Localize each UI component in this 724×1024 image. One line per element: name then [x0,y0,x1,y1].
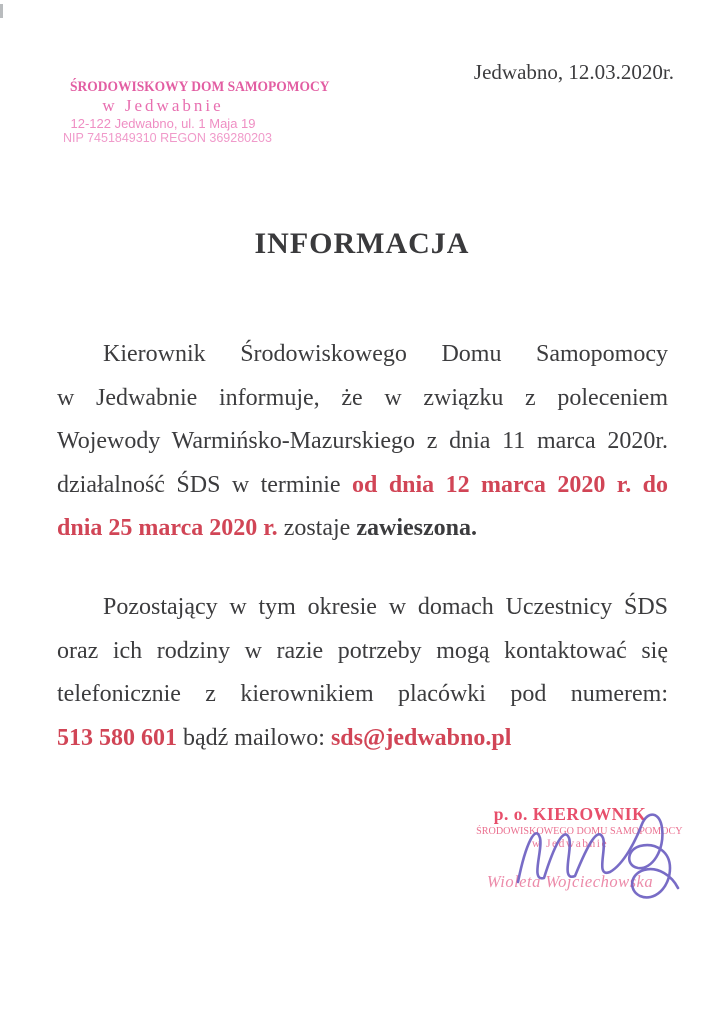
stamp-org-address: 12-122 Jedwabno, ul. 1 Maja 19 [70,115,256,131]
document-date: Jedwabno, 12.03.2020r. [473,60,674,84]
text-segment: zostaje [277,515,357,541]
text-line: Kierownik Środowiskowego Domu Samopomocy [103,341,668,367]
text-line [57,507,668,551]
contact-phone-number: 513 580 601 [57,724,177,751]
scan-edge-artifact [0,4,3,18]
document-title: INFORMACJA [254,227,470,260]
signer-role-stamp: p. o. KIEROWNIK [493,804,647,824]
contact-email: sds@jedwabno.pl [330,724,512,751]
text-line [57,717,668,761]
text-line: telefonicznie z kierownikiem placówki pod numerem: [57,681,668,707]
stamp-org-name: ŚRODOWISKOWY DOM SAMOPOMOCY [70,79,330,95]
text-line: oraz ich rodziny w razie potrzeby mogą kontaktować się [57,637,668,664]
organization-stamp [63,79,330,145]
stamp-org-nip-regon: NIP 7451849310 REGON 369280203 [63,130,272,145]
text-line: Wojewody Warmińsko-Mazurskiego z dnia 11 marca 2020r. [57,428,668,454]
text-line [57,464,668,508]
suspension-date-range-start: od dnia 12 marca 2020 r. do [352,471,669,498]
suspension-date-range-end: dnia 25 marca 2020 r. [57,515,278,541]
text-segment: działalność ŚDS w terminie [57,471,353,498]
stamp-org-location: w Jedwabnie [102,95,224,115]
signer-name-stamp: Wioleta Wojciechowska [486,872,654,891]
signature-block [468,804,683,891]
signer-org-stamp-line1: ŚRODOWISKOWEGO DOMU SAMOPOMOCY [476,824,683,837]
signer-org-stamp-line2: w Jedwabnie [531,837,609,850]
text-segment: bądź mailowo: [177,724,331,751]
paragraph-contact-info [57,586,668,760]
text-line: Pozostający w tym okresie w domach Uczestnicy ŚDS [103,594,668,620]
paragraph-suspension-notice [57,333,668,551]
text-line: w Jedwabnie informuje, że w związku z poleceniem [57,384,668,411]
suspended-keyword: zawieszona. [356,515,477,541]
